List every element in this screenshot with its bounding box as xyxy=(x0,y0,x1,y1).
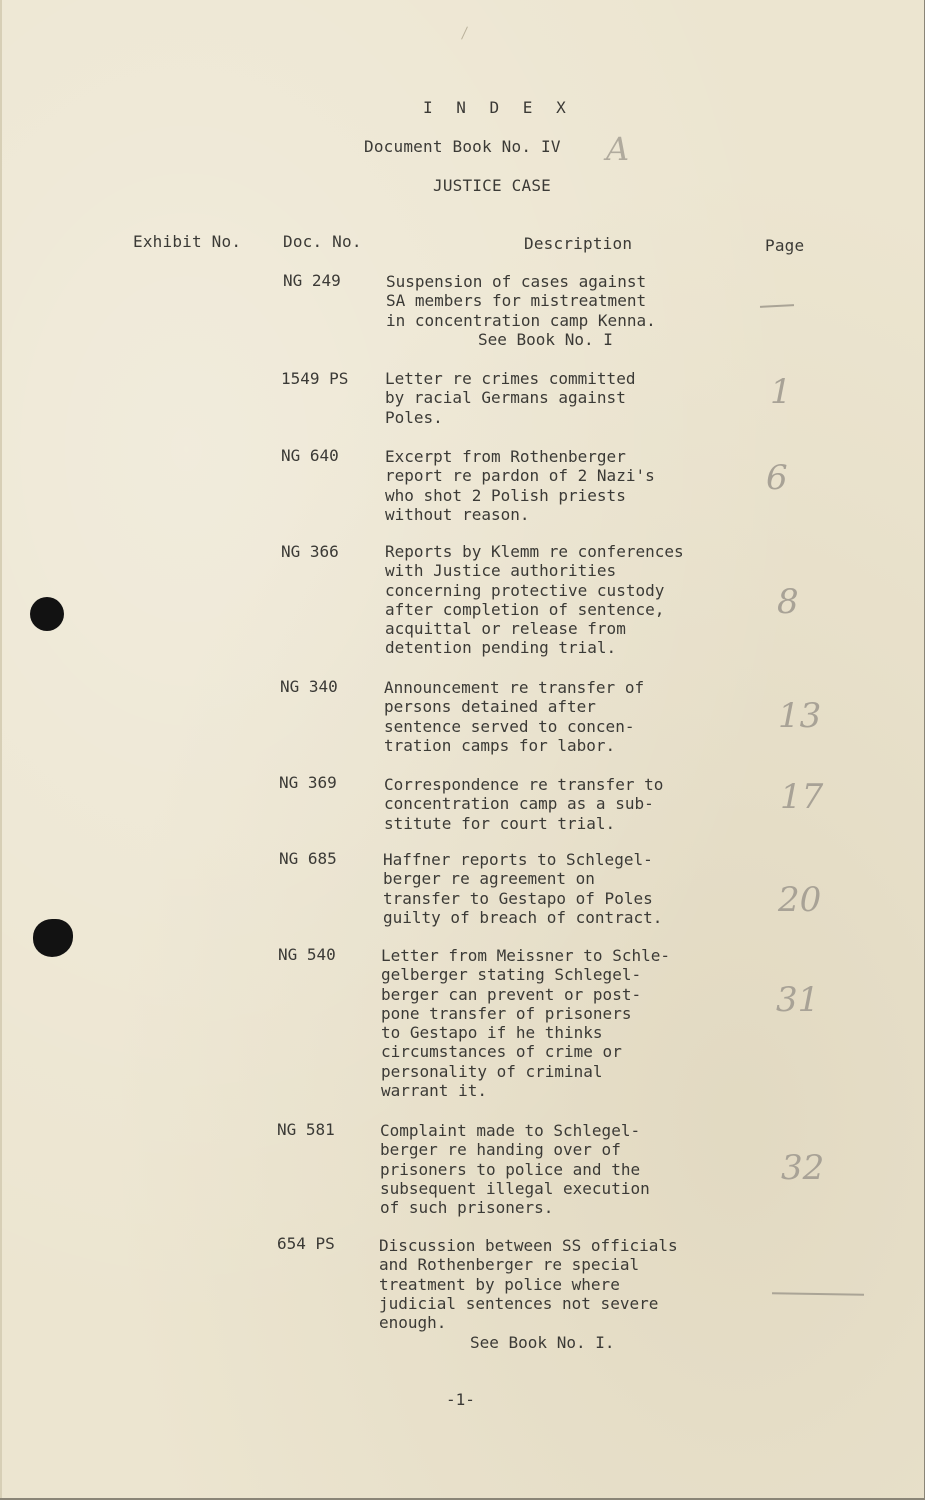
description-line: without reason. xyxy=(385,504,530,524)
row-doc-number: NG 369 xyxy=(279,773,337,792)
description-line: circumstances of crime or xyxy=(381,1042,622,1062)
description-line: Correspondence re transfer to xyxy=(384,775,664,794)
case-title: JUSTICE CASE xyxy=(433,176,551,195)
page-footer-number: -1- xyxy=(446,1390,475,1409)
description-line: enough. xyxy=(379,1313,447,1333)
description-line: Excerpt from Rothenberger xyxy=(385,447,626,466)
description-line: berger re handing over of xyxy=(380,1140,621,1160)
description-line: personality of criminal xyxy=(381,1061,603,1081)
description-line: in concentration camp Kenna. xyxy=(386,310,656,330)
row-description xyxy=(384,775,663,833)
row-description xyxy=(383,850,662,927)
description-line: tration camps for labor. xyxy=(384,735,616,755)
index-title: I N D E X xyxy=(423,98,573,117)
column-header-doc: Doc. No. xyxy=(283,232,362,251)
description-line: of such prisoners. xyxy=(380,1198,554,1218)
binder-punch-hole xyxy=(30,597,64,631)
column-header-exhibit: Exhibit No. xyxy=(133,232,242,251)
page-number-handwritten: 8 xyxy=(777,582,799,622)
row-doc-number: NG 581 xyxy=(277,1120,335,1139)
description-line: Letter re crimes committed xyxy=(385,369,636,388)
description-line: Discussion between SS officials xyxy=(379,1236,678,1255)
description-line: pone transfer of prisoners xyxy=(381,1003,632,1023)
description-line: Reports by Klemm re conferences xyxy=(385,542,684,561)
handwritten-volume-letter: A xyxy=(606,130,630,168)
column-header-description: Description xyxy=(524,234,633,253)
row-doc-number: NG 340 xyxy=(280,677,338,696)
description-line: Letter from Meissner to Schle- xyxy=(381,946,670,965)
description-line: subsequent illegal execution xyxy=(380,1178,650,1198)
page-dash-mark xyxy=(760,304,794,308)
row-description xyxy=(386,272,656,330)
description-line: stitute for court trial. xyxy=(384,813,616,833)
description-line: detention pending trial. xyxy=(385,638,617,658)
row-description xyxy=(384,678,644,755)
description-line: transfer to Gestapo of Poles xyxy=(383,888,653,908)
description-line: SA members for mistreatment xyxy=(386,291,647,311)
description-line: Haffner reports to Schlegel- xyxy=(383,850,653,869)
description-line: Complaint made to Schlegel- xyxy=(380,1121,641,1140)
see-book-note: See Book No. I. xyxy=(470,1333,615,1352)
row-description xyxy=(385,369,635,427)
page-number-handwritten: 13 xyxy=(778,696,822,736)
description-line: concerning protective custody xyxy=(385,580,665,600)
document-book-line: Document Book No. IV xyxy=(364,137,561,156)
column-header-page: Page xyxy=(765,236,805,255)
description-line: persons detained after xyxy=(384,697,596,717)
description-line: concentration camp as a sub- xyxy=(384,794,654,814)
row-doc-number: 1549 PS xyxy=(281,369,349,388)
page-number-handwritten: 17 xyxy=(780,777,824,817)
description-line: Suspension of cases against xyxy=(386,272,647,291)
description-line: treatment by police where xyxy=(379,1274,620,1294)
description-line: judicial sentences not severe xyxy=(379,1293,659,1313)
description-line: acquittal or release from xyxy=(385,619,626,639)
description-line: to Gestapo if he thinks xyxy=(381,1023,603,1043)
row-doc-number: 654 PS xyxy=(277,1234,335,1253)
description-line: gelberger stating Schlegel- xyxy=(381,965,642,985)
row-doc-number: NG 249 xyxy=(283,271,341,290)
binder-punch-hole xyxy=(33,919,73,957)
row-doc-number: NG 540 xyxy=(278,945,336,964)
row-description xyxy=(379,1236,678,1332)
page-number-handwritten: 20 xyxy=(778,880,822,920)
row-doc-number: NG 366 xyxy=(281,542,339,561)
description-line: report re pardon of 2 Nazi's xyxy=(385,466,655,486)
description-line: prisoners to police and the xyxy=(380,1159,641,1179)
row-description xyxy=(385,542,684,658)
description-line: with Justice authorities xyxy=(385,561,617,581)
page-dash-mark xyxy=(772,1292,864,1296)
row-description xyxy=(380,1121,650,1217)
page-number-handwritten: 31 xyxy=(776,980,820,1020)
description-line: warrant it. xyxy=(381,1081,487,1101)
description-line: and Rothenberger re special xyxy=(379,1255,640,1275)
description-line: guilty of breach of contract. xyxy=(383,907,663,927)
description-line: berger can prevent or post- xyxy=(381,984,642,1004)
page-number-handwritten: 1 xyxy=(770,372,792,412)
see-book-note: See Book No. I xyxy=(478,330,613,349)
page-number-handwritten: 6 xyxy=(766,458,788,498)
description-line: who shot 2 Polish priests xyxy=(385,485,626,505)
description-line: after completion of sentence, xyxy=(385,599,665,619)
description-line: Announcement re transfer of xyxy=(384,678,645,697)
page-number-handwritten: 32 xyxy=(781,1148,825,1188)
row-doc-number: NG 640 xyxy=(281,446,339,465)
description-line: berger re agreement on xyxy=(383,869,595,889)
description-line: sentence served to concen- xyxy=(384,716,635,736)
row-description xyxy=(381,946,670,1100)
row-doc-number: NG 685 xyxy=(279,849,337,868)
row-description xyxy=(385,447,655,524)
paper-crease xyxy=(461,26,468,39)
description-line: Poles. xyxy=(385,407,443,427)
description-line: by racial Germans against xyxy=(385,388,626,408)
